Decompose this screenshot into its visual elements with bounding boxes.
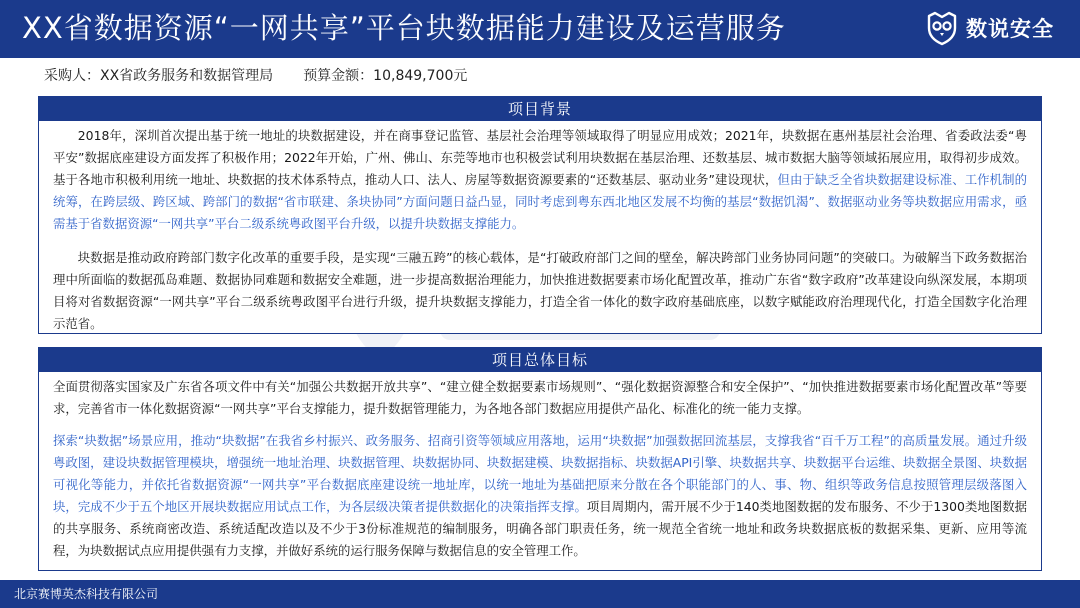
goals-paragraph-2-highlight: 探索“块数据”场景应用，推动“块数据”在我省乡村振兴、政务服务、招商引资等领域应用落地，运用“块数据”加强数据回流基层，支撑我省“百千万工程”的高质量发展。通过升级粤政图，建设块数据管理模块，增强统一地址治理、块数据管理、块数据协同、块数据建模、块数据指标、块数据API引擎、块数据共享、块数据平台运维、块数据全景图、块数据可视化等能力，并依托省数据资源“一网共享”平台数据底座建设统一地址库，以统一地址为基础把原来分散在各个职能部门的人、事、物、组织等政务信息按照管理层级落图入块，完成不少于五个地区开展块数据应用试点工作，为各层级决策者提供数据化的决策指挥支撑。 <box>53 433 1027 514</box>
owl-shield-icon <box>924 10 960 46</box>
background-paragraph-1-text: 2018年，深圳首次提出基于统一地址的块数据建设，并在商事登记监管、基层社会治理等领域取得了明显应用成效；2021年，块数据在惠州基层社会治理、省委政法委“粤平安”数据底座建设方面发挥了积极作用；2022年开始，广州、佛山、东莞等地市也积极尝试利用块数据在基层治理、还数基层、城市数据大脑等领域拓展应用，取得初步成效。基于各地市积极利用统一地址、块数据的技术体系特点，推动人口、法人、房屋等数据资源要素的“还数基层、驱动业务”建设现状， <box>53 128 1027 187</box>
background-paragraph-1-highlight: 但由于缺乏全省块数据建设标准、工作机制的统筹，在跨层级、跨区域、跨部门的数据“省市联建、条块协同”方面问题日益凸显，同时考虑到粤东西北地区发展不均衡的基层“数据饥渴”、数据驱动业务等块数据应用需求，亟需基于省数据资源“一网共享”平台二级系统粤政图平台升级，以提升块数据支撑能力。 <box>53 172 1028 231</box>
budget-label: 预算金额：10,849,700元 <box>303 68 468 84</box>
background-paragraph-1 <box>53 125 1027 235</box>
meta-row <box>44 66 467 86</box>
logo <box>924 10 1054 46</box>
project-goals-heading: 项目总体目标 <box>39 348 1041 372</box>
project-goals-body <box>39 372 1041 562</box>
goals-paragraph-2-text: 项目周期内，需开展不少于140类地图数据的发布服务、不少于1300类地图数据的共享服务、系统商密改造、系统适配改造以及不少于3份标准规范的编制服务，明确各部门职责任务，统一规范全省统一地址和政务块数据底板的数据采集、更新、应用等流程，为块数据试点应用提供强有力支撑，并做好系统的运行服务保障与数据信息的安全管理工作。 <box>53 499 1027 558</box>
buyer-label: 采购人：XX省政务服务和数据管理局 <box>44 68 274 84</box>
footer-bar <box>0 580 1080 608</box>
background-paragraph-2: 块数据是推动政府跨部门数字化改革的重要手段，是实现“三融五跨”的核心载体，是“打破政府部门之间的壁垒，解决跨部门业务协同问题”的突破口。为破解当下政务数据治理中所面临的数据孤岛难题、数据协同难题和数据安全难题，进一步提高数据治理能力，加快推进数据要素市场化配置改革，推动广东省“数字政府”改革建设向纵深发展，本期项目将对省数据资源“一网共享”平台二级系统粤政图平台进行升级，提升块数据支撑能力，打造全省一体化的数字政府基础底座，以数字赋能政府治理现代化，打造全国数字化治理示范省。 <box>53 250 1027 331</box>
project-background-panel <box>38 96 1042 334</box>
goals-paragraph-2 <box>53 430 1027 562</box>
footer-company: 北京赛博英杰科技有限公司 <box>14 587 159 601</box>
header-bar <box>0 0 1080 58</box>
project-goals-panel <box>38 347 1042 571</box>
project-background-heading: 项目背景 <box>39 97 1041 121</box>
goals-paragraph-1: 全面贯彻落实国家及广东省各项文件中有关“加强公共数据开放共享”、“建立健全数据要素市场规则”、“强化数据资源整合和安全保护”、“加快推进数据要素市场化配置改革”等要求，完善省市一体化数据资源“一网共享”平台支撑能力，提升数据管理能力，为各地各部门数据应用提供产品化、标准化的统一能力支撑。 <box>53 379 1027 416</box>
project-background-body <box>39 121 1041 335</box>
logo-text: 数说安全 <box>966 17 1054 41</box>
page-title: XX省数据资源“一网共享”平台块数据能力建设及运营服务 <box>22 11 786 45</box>
